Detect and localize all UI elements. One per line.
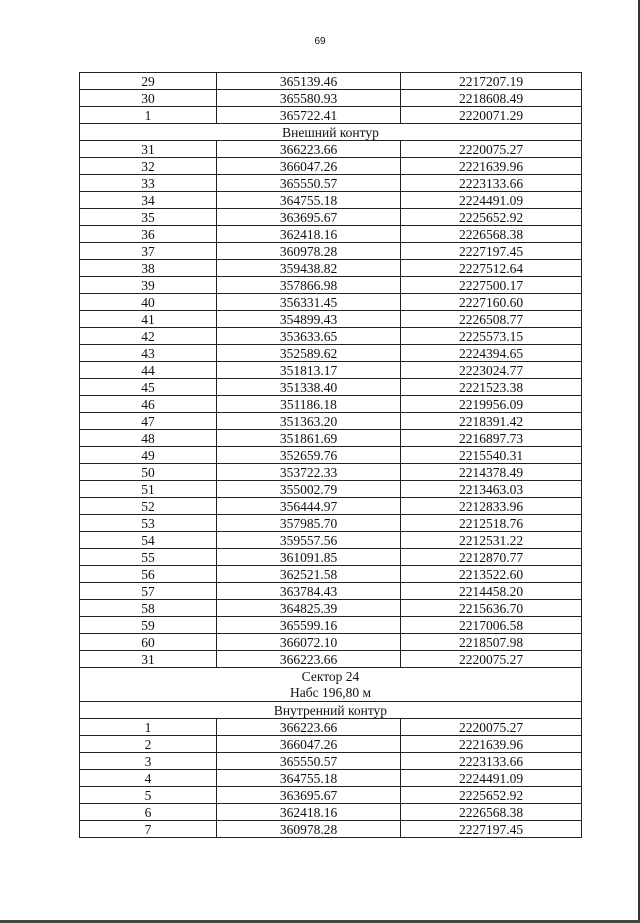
point-number-cell: 55 xyxy=(80,549,217,566)
point-number-cell: 29 xyxy=(80,73,217,90)
point-number-cell: 30 xyxy=(80,90,217,107)
x-coordinate-cell: 366047.26 xyxy=(217,736,401,753)
point-number-cell: 54 xyxy=(80,532,217,549)
sector-heading xyxy=(80,668,582,702)
x-coordinate-cell: 362418.16 xyxy=(217,804,401,821)
point-number-cell: 1 xyxy=(80,719,217,736)
x-coordinate-cell: 360978.28 xyxy=(217,243,401,260)
table-row xyxy=(80,804,582,821)
point-number-cell: 45 xyxy=(80,379,217,396)
y-coordinate-cell: 2226568.38 xyxy=(401,804,582,821)
point-number-cell: 39 xyxy=(80,277,217,294)
point-number-cell: 7 xyxy=(80,821,217,838)
point-number-cell: 56 xyxy=(80,566,217,583)
y-coordinate-cell: 2223024.77 xyxy=(401,362,582,379)
y-coordinate-cell: 2219956.09 xyxy=(401,396,582,413)
point-number-cell: 40 xyxy=(80,294,217,311)
y-coordinate-cell: 2220071.29 xyxy=(401,107,582,124)
table-row xyxy=(80,345,582,362)
x-coordinate-cell: 356331.45 xyxy=(217,294,401,311)
table-row xyxy=(80,311,582,328)
y-coordinate-cell: 2218507.98 xyxy=(401,634,582,651)
table-row xyxy=(80,753,582,770)
x-coordinate-cell: 351363.20 xyxy=(217,413,401,430)
x-coordinate-cell: 351861.69 xyxy=(217,430,401,447)
x-coordinate-cell: 359557.56 xyxy=(217,532,401,549)
table-row xyxy=(80,566,582,583)
table-row xyxy=(80,821,582,838)
y-coordinate-cell: 2218608.49 xyxy=(401,90,582,107)
point-number-cell: 57 xyxy=(80,583,217,600)
point-number-cell: 47 xyxy=(80,413,217,430)
point-number-cell: 43 xyxy=(80,345,217,362)
point-number-cell: 32 xyxy=(80,158,217,175)
x-coordinate-cell: 366072.10 xyxy=(217,634,401,651)
x-coordinate-cell: 364755.18 xyxy=(217,192,401,209)
table-row xyxy=(80,481,582,498)
y-coordinate-cell: 2226508.77 xyxy=(401,311,582,328)
point-number-cell: 58 xyxy=(80,600,217,617)
y-coordinate-cell: 2221639.96 xyxy=(401,158,582,175)
x-coordinate-cell: 366223.66 xyxy=(217,719,401,736)
y-coordinate-cell: 2217006.58 xyxy=(401,617,582,634)
y-coordinate-cell: 2215540.31 xyxy=(401,447,582,464)
point-number-cell: 46 xyxy=(80,396,217,413)
x-coordinate-cell: 365580.93 xyxy=(217,90,401,107)
table-row xyxy=(80,719,582,736)
point-number-cell: 2 xyxy=(80,736,217,753)
point-number-cell: 34 xyxy=(80,192,217,209)
point-number-cell: 36 xyxy=(80,226,217,243)
coordinates-table xyxy=(79,72,582,838)
table-row xyxy=(80,226,582,243)
x-coordinate-cell: 355002.79 xyxy=(217,481,401,498)
x-coordinate-cell: 365599.16 xyxy=(217,617,401,634)
y-coordinate-cell: 2227197.45 xyxy=(401,821,582,838)
x-coordinate-cell: 352589.62 xyxy=(217,345,401,362)
contour-heading: Внешний контур xyxy=(80,124,582,141)
x-coordinate-cell: 357985.70 xyxy=(217,515,401,532)
y-coordinate-cell: 2220075.27 xyxy=(401,719,582,736)
y-coordinate-cell: 2226568.38 xyxy=(401,226,582,243)
y-coordinate-cell: 2223133.66 xyxy=(401,753,582,770)
x-coordinate-cell: 353722.33 xyxy=(217,464,401,481)
point-number-cell: 42 xyxy=(80,328,217,345)
table-row xyxy=(80,787,582,804)
table-row xyxy=(80,736,582,753)
point-number-cell: 5 xyxy=(80,787,217,804)
y-coordinate-cell: 2224491.09 xyxy=(401,770,582,787)
y-coordinate-cell: 2213463.03 xyxy=(401,481,582,498)
table-row xyxy=(80,617,582,634)
table-row xyxy=(80,294,582,311)
y-coordinate-cell: 2227512.64 xyxy=(401,260,582,277)
point-number-cell: 3 xyxy=(80,753,217,770)
table-row xyxy=(80,107,582,124)
y-coordinate-cell: 2212833.96 xyxy=(401,498,582,515)
y-coordinate-cell: 2224491.09 xyxy=(401,192,582,209)
table-row xyxy=(80,158,582,175)
table-row xyxy=(80,243,582,260)
x-coordinate-cell: 366223.66 xyxy=(217,141,401,158)
contour-heading-row xyxy=(80,702,582,719)
table-row xyxy=(80,175,582,192)
point-number-cell: 35 xyxy=(80,209,217,226)
y-coordinate-cell: 2214378.49 xyxy=(401,464,582,481)
x-coordinate-cell: 353633.65 xyxy=(217,328,401,345)
point-number-cell: 31 xyxy=(80,651,217,668)
y-coordinate-cell: 2227160.60 xyxy=(401,294,582,311)
x-coordinate-cell: 351186.18 xyxy=(217,396,401,413)
x-coordinate-cell: 366223.66 xyxy=(217,651,401,668)
point-number-cell: 59 xyxy=(80,617,217,634)
table-row xyxy=(80,532,582,549)
point-number-cell: 37 xyxy=(80,243,217,260)
y-coordinate-cell: 2220075.27 xyxy=(401,651,582,668)
point-number-cell: 33 xyxy=(80,175,217,192)
x-coordinate-cell: 365550.57 xyxy=(217,175,401,192)
point-number-cell: 38 xyxy=(80,260,217,277)
y-coordinate-cell: 2218391.42 xyxy=(401,413,582,430)
point-number-cell: 41 xyxy=(80,311,217,328)
point-number-cell: 6 xyxy=(80,804,217,821)
y-coordinate-cell: 2213522.60 xyxy=(401,566,582,583)
point-number-cell: 4 xyxy=(80,770,217,787)
table-row xyxy=(80,498,582,515)
y-coordinate-cell: 2221639.96 xyxy=(401,736,582,753)
point-number-cell: 1 xyxy=(80,107,217,124)
x-coordinate-cell: 363695.67 xyxy=(217,787,401,804)
y-coordinate-cell: 2212870.77 xyxy=(401,549,582,566)
point-number-cell: 48 xyxy=(80,430,217,447)
table-row xyxy=(80,362,582,379)
table-row xyxy=(80,90,582,107)
contour-heading: Внутренний контур xyxy=(80,702,582,719)
y-coordinate-cell: 2212531.22 xyxy=(401,532,582,549)
table-row xyxy=(80,634,582,651)
x-coordinate-cell: 351338.40 xyxy=(217,379,401,396)
point-number-cell: 52 xyxy=(80,498,217,515)
y-coordinate-cell: 2224394.65 xyxy=(401,345,582,362)
x-coordinate-cell: 357866.98 xyxy=(217,277,401,294)
x-coordinate-cell: 356444.97 xyxy=(217,498,401,515)
x-coordinate-cell: 351813.17 xyxy=(217,362,401,379)
table-row xyxy=(80,192,582,209)
point-number-cell: 51 xyxy=(80,481,217,498)
sector-title: Сектор 24 xyxy=(301,668,360,684)
point-number-cell: 44 xyxy=(80,362,217,379)
contour-heading-row xyxy=(80,124,582,141)
table-row xyxy=(80,430,582,447)
table-row xyxy=(80,549,582,566)
x-coordinate-cell: 365550.57 xyxy=(217,753,401,770)
table-row xyxy=(80,396,582,413)
x-coordinate-cell: 366047.26 xyxy=(217,158,401,175)
table-row xyxy=(80,277,582,294)
y-coordinate-cell: 2225652.92 xyxy=(401,209,582,226)
x-coordinate-cell: 364825.39 xyxy=(217,600,401,617)
table-row xyxy=(80,328,582,345)
table-row xyxy=(80,770,582,787)
y-coordinate-cell: 2216897.73 xyxy=(401,430,582,447)
sector-heading-row xyxy=(80,668,582,702)
point-number-cell: 31 xyxy=(80,141,217,158)
y-coordinate-cell: 2227500.17 xyxy=(401,277,582,294)
page-number: 69 xyxy=(314,36,326,47)
table-row xyxy=(80,379,582,396)
x-coordinate-cell: 363784.43 xyxy=(217,583,401,600)
x-coordinate-cell: 352659.76 xyxy=(217,447,401,464)
table-row xyxy=(80,141,582,158)
y-coordinate-cell: 2227197.45 xyxy=(401,243,582,260)
x-coordinate-cell: 365722.41 xyxy=(217,107,401,124)
x-coordinate-cell: 365139.46 xyxy=(217,73,401,90)
y-coordinate-cell: 2220075.27 xyxy=(401,141,582,158)
sector-elevation: Набс 196,80 м xyxy=(289,684,372,700)
point-number-cell: 60 xyxy=(80,634,217,651)
x-coordinate-cell: 363695.67 xyxy=(217,209,401,226)
table-row xyxy=(80,413,582,430)
table-row xyxy=(80,447,582,464)
x-coordinate-cell: 359438.82 xyxy=(217,260,401,277)
x-coordinate-cell: 362521.58 xyxy=(217,566,401,583)
point-number-cell: 49 xyxy=(80,447,217,464)
y-coordinate-cell: 2217207.19 xyxy=(401,73,582,90)
table-row xyxy=(80,600,582,617)
point-number-cell: 50 xyxy=(80,464,217,481)
x-coordinate-cell: 364755.18 xyxy=(217,770,401,787)
point-number-cell: 53 xyxy=(80,515,217,532)
table-row xyxy=(80,515,582,532)
x-coordinate-cell: 360978.28 xyxy=(217,821,401,838)
table-row xyxy=(80,260,582,277)
y-coordinate-cell: 2215636.70 xyxy=(401,600,582,617)
table-row xyxy=(80,464,582,481)
x-coordinate-cell: 362418.16 xyxy=(217,226,401,243)
table-row xyxy=(80,209,582,226)
y-coordinate-cell: 2223133.66 xyxy=(401,175,582,192)
y-coordinate-cell: 2214458.20 xyxy=(401,583,582,600)
y-coordinate-cell: 2225573.15 xyxy=(401,328,582,345)
table-row xyxy=(80,73,582,90)
table-row xyxy=(80,651,582,668)
coordinates-table-body xyxy=(80,73,582,838)
y-coordinate-cell: 2221523.38 xyxy=(401,379,582,396)
y-coordinate-cell: 2225652.92 xyxy=(401,787,582,804)
y-coordinate-cell: 2212518.76 xyxy=(401,515,582,532)
x-coordinate-cell: 354899.43 xyxy=(217,311,401,328)
x-coordinate-cell: 361091.85 xyxy=(217,549,401,566)
table-row xyxy=(80,583,582,600)
